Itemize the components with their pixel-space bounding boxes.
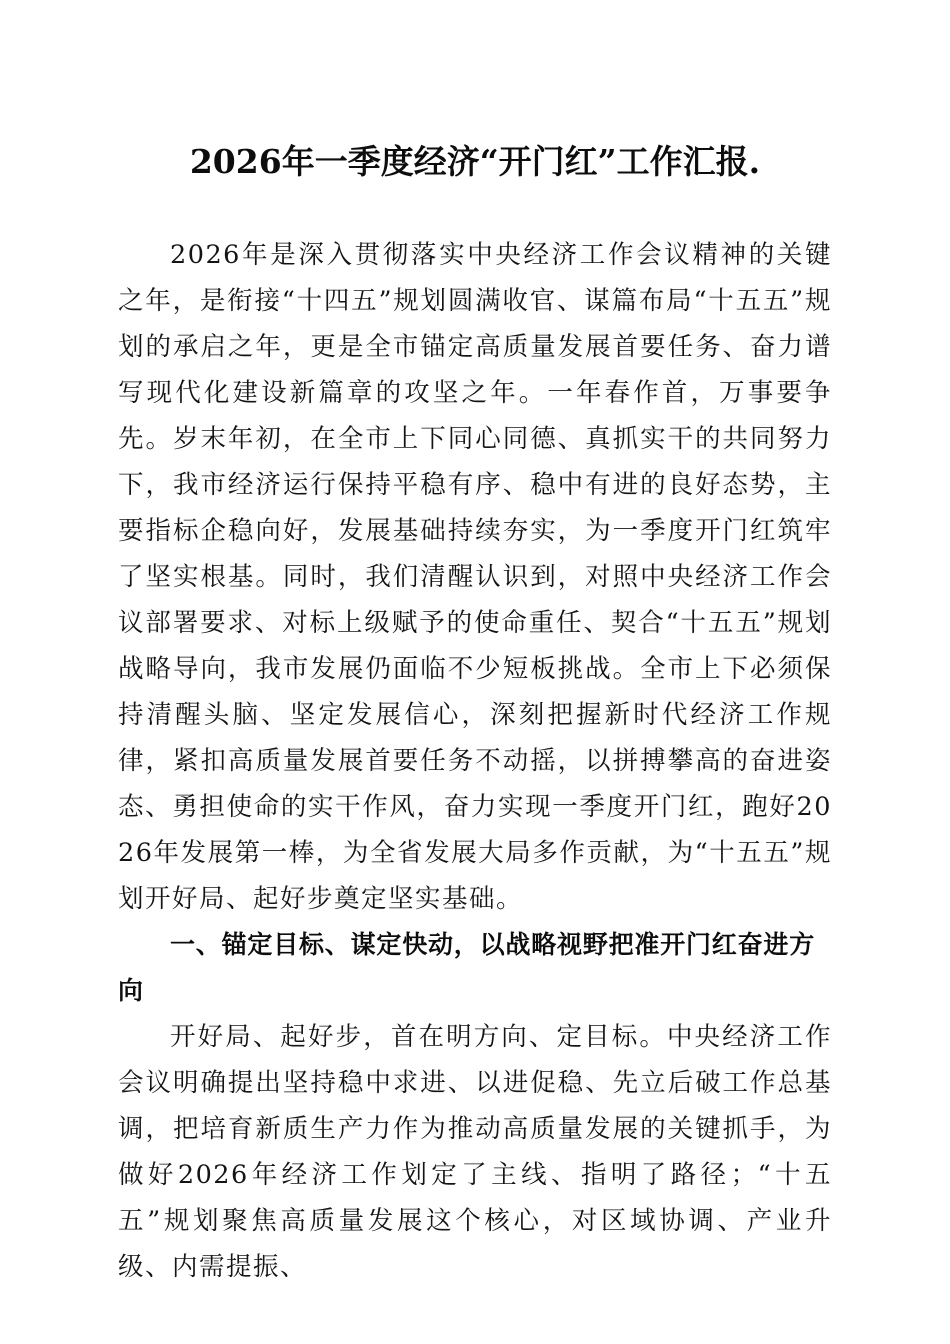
section-heading-1: 一、锚定目标、谋定快动，以战略视野把准开门红奋进方向 — [118, 930, 816, 1005]
document-title: 2026年一季度经济“开门红”工作汇报. — [189, 142, 761, 181]
body-paragraph-intro: 2026年是深入贯彻落实中央经济工作会议精神的关键之年，是衔接“十四五”规划圆满收官、谋篇布局“十五五”规划的承启之年，更是全市锚定高质量发展首要任务、奋力谱写现代化建设新篇章的攻坚之年。一年春作首，万事要争先。岁末年初，在全市上下同心同德、真抓实干的共同努力下，我市经济运行保持平稳有序、稳中有进的良好态势，主要指标企稳向好，发展基础持续夯实，为一季度开门红筑牢了坚实根基。同时，我们清醒认识到，对照中央经济工作会议部署要求、对标上级赋予的使命重任、契合“十五五”规划战略导向，我市发展仍面临不少短板挑战。全市上下必须保持清醒头脑、坚定发展信心，深刻把握新时代经济工作规律，紧扣高质量发展首要任务不动摇，以拼搏攀高的奋进姿态、勇担使命的实干作风，奋力实现一季度开门红，跑好2026年发展第一棒，为全省发展大局多作贡献，为“十五五”规划开好局、起好步奠定坚实基础。 — [118, 240, 832, 914]
body-paragraph-section-1: 开好局、起好步，首在明方向、定目标。中央经济工作会议明确提出坚持稳中求进、以进促稳、先立后破工作总基调，把培育新质生产力作为推动高质量发展的关键抓手，为做好2026年经济工作划定了主线、指明了路径；“十五五”规划聚焦高质量发展这个核心，对区域协调、产业升级、内需提振、 — [118, 1022, 832, 1282]
document-body — [118, 232, 832, 1290]
